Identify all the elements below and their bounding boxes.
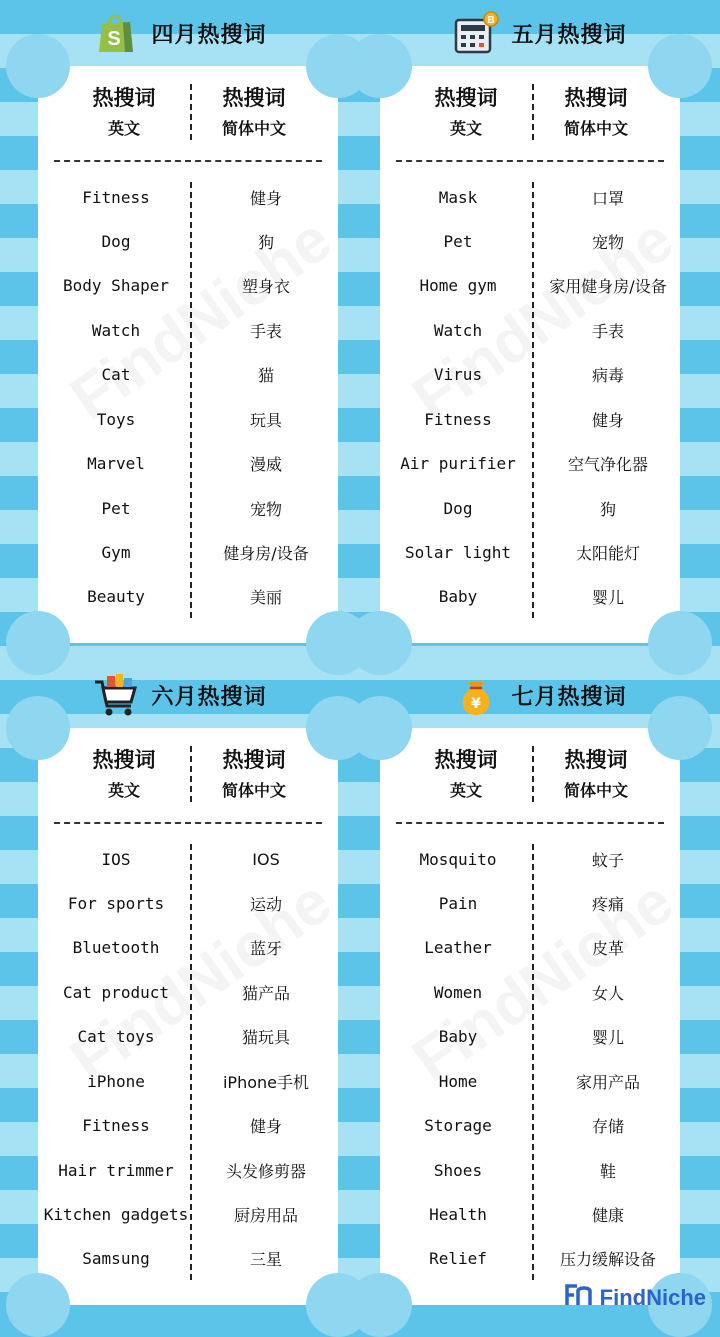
keyword-chinese: 婴儿 xyxy=(591,1028,624,1048)
keyword-chinese: 塑身衣 xyxy=(241,277,290,297)
keyword-list xyxy=(380,844,680,1274)
keyword-english: Toys xyxy=(96,409,136,429)
keyword-row xyxy=(380,1244,680,1274)
keyword-chinese: 健身房/设备 xyxy=(223,544,309,563)
keyword-row xyxy=(380,888,680,918)
keyword-chinese: 猫产品 xyxy=(241,983,290,1003)
keyword-chinese: IOS xyxy=(252,849,280,869)
keyword-row xyxy=(38,449,338,479)
keyword-english: Marvel xyxy=(87,454,145,474)
bottom-half xyxy=(0,662,720,1312)
dashed-separator xyxy=(396,822,664,824)
header-label: 热搜词 xyxy=(434,748,498,772)
keyword-chinese: 疼痛 xyxy=(591,894,624,914)
keyword-row xyxy=(380,182,680,212)
shopify-bag-icon xyxy=(93,10,139,56)
keyword-row xyxy=(380,844,680,874)
keyword-chinese: 蚊子 xyxy=(591,850,624,870)
keyword-row xyxy=(380,315,680,345)
column-header-english xyxy=(396,744,536,801)
keyword-english: Mask xyxy=(438,187,478,207)
keyword-row xyxy=(38,315,338,345)
column-header-chinese xyxy=(184,744,324,801)
keyword-english: Shoes xyxy=(433,1160,483,1180)
header-label: 热搜词 xyxy=(222,86,286,110)
keyword-english: Kitchen gadgets xyxy=(43,1205,189,1224)
keyword-row xyxy=(38,1022,338,1052)
keyword-chinese: 鞋 xyxy=(599,1161,616,1181)
keyword-english: Leather xyxy=(424,938,492,958)
dashed-separator xyxy=(396,160,664,162)
keyword-english: Fitness xyxy=(82,187,150,207)
keyword-row xyxy=(38,182,338,212)
keyword-card-june xyxy=(38,728,338,1305)
keyword-english: Pain xyxy=(438,893,478,913)
svg-text:¥: ¥ xyxy=(471,696,482,712)
keyword-chinese: 口罩 xyxy=(591,188,624,208)
keyword-english: Health xyxy=(429,1205,487,1224)
keyword-chinese: 三星 xyxy=(249,1250,282,1270)
keyword-chinese: 手表 xyxy=(249,321,282,341)
keyword-row xyxy=(380,1066,680,1096)
header-label: 热搜词 xyxy=(222,748,286,772)
keyword-row xyxy=(380,404,680,434)
keyword-row xyxy=(380,977,680,1007)
keyword-chinese: 太阳能灯 xyxy=(575,544,640,563)
findniche-logo-icon xyxy=(564,1283,594,1313)
keyword-row xyxy=(38,1066,338,1096)
keyword-chinese: 厨房用品 xyxy=(233,1206,298,1225)
keyword-card-april xyxy=(38,66,338,643)
keyword-chinese: 家用产品 xyxy=(575,1072,640,1092)
keyword-row xyxy=(380,449,680,479)
svg-text:B: B xyxy=(487,15,496,26)
money-bag-icon xyxy=(453,672,499,718)
keyword-english: Gym xyxy=(101,543,131,562)
keyword-chinese: 健身 xyxy=(591,410,624,430)
keyword-chinese: 皮革 xyxy=(591,939,624,959)
column-header-chinese xyxy=(184,82,324,139)
keyword-row xyxy=(380,1155,680,1185)
keyword-chinese: 病毒 xyxy=(591,366,624,386)
keyword-row xyxy=(380,1200,680,1230)
keyword-english: Hair trimmer xyxy=(58,1160,174,1180)
header-label: 热搜词 xyxy=(434,86,498,110)
keyword-chinese: 健身 xyxy=(249,1117,282,1137)
keyword-row xyxy=(38,844,338,874)
keyword-english: Solar light xyxy=(405,543,511,562)
calculator-coin-icon xyxy=(453,10,499,56)
keyword-row xyxy=(38,977,338,1007)
keyword-row xyxy=(380,582,680,612)
keyword-chinese: 存储 xyxy=(591,1117,624,1137)
keyword-english: Samsung xyxy=(82,1249,150,1269)
keyword-english: Cat toys xyxy=(77,1027,155,1047)
keyword-chinese: 狗 xyxy=(599,499,616,519)
keyword-english: Baby xyxy=(438,587,478,607)
keyword-chinese: 宠物 xyxy=(591,232,624,252)
keyword-english: Dog xyxy=(101,231,131,251)
header-sublabel: 英文 xyxy=(107,119,140,138)
column-header-chinese xyxy=(526,744,666,801)
keyword-english: Watch xyxy=(433,320,483,340)
keyword-english: Air purifier xyxy=(400,454,516,474)
keyword-chinese: 健康 xyxy=(591,1206,624,1225)
keyword-row xyxy=(380,933,680,963)
keyword-chinese: 蓝牙 xyxy=(249,939,282,959)
keyword-row xyxy=(38,1200,338,1230)
keyword-chinese: 压力缓解设备 xyxy=(559,1250,656,1270)
keyword-english: For sports xyxy=(67,893,165,913)
section-title: 六月热搜词 xyxy=(151,684,267,710)
keyword-card-may xyxy=(380,66,680,643)
header-sublabel: 简体中文 xyxy=(563,781,628,800)
keyword-chinese: 猫 xyxy=(257,366,274,386)
keyword-chinese: 手表 xyxy=(591,321,624,341)
keyword-row xyxy=(38,582,338,612)
keyword-row xyxy=(38,360,338,390)
keyword-card-july xyxy=(380,728,680,1305)
keyword-chinese: 婴儿 xyxy=(591,588,624,608)
column-header-english xyxy=(54,82,194,139)
keyword-english: Watch xyxy=(91,320,141,340)
keyword-english: Dog xyxy=(443,498,473,518)
section-title: 七月热搜词 xyxy=(511,684,627,710)
top-half xyxy=(0,0,720,650)
header-sublabel: 英文 xyxy=(449,781,482,800)
keyword-row xyxy=(380,360,680,390)
keyword-list xyxy=(38,844,338,1274)
keyword-row xyxy=(380,538,680,568)
header-sublabel: 英文 xyxy=(449,119,482,138)
keyword-chinese: 猫玩具 xyxy=(241,1028,290,1048)
keyword-english: Beauty xyxy=(87,587,145,607)
keyword-chinese: 狗 xyxy=(257,232,274,252)
header-sublabel: 简体中文 xyxy=(221,781,286,800)
keyword-chinese: 运动 xyxy=(249,894,282,914)
keyword-english: Storage xyxy=(424,1116,492,1136)
keyword-row xyxy=(38,538,338,568)
brand-name: FindNiche xyxy=(599,1285,706,1310)
keyword-row xyxy=(380,1111,680,1141)
keyword-row xyxy=(380,1022,680,1052)
svg-text:S: S xyxy=(107,28,122,50)
header-label: 热搜词 xyxy=(92,86,156,110)
keyword-english: Cat product xyxy=(63,982,169,1002)
header-sublabel: 简体中文 xyxy=(563,119,628,138)
brand-logo xyxy=(564,1283,706,1313)
keyword-list xyxy=(38,182,338,612)
keyword-english: Cat xyxy=(101,365,131,385)
keyword-row xyxy=(380,493,680,523)
keyword-english: Virus xyxy=(433,365,483,385)
keyword-english: Pet xyxy=(101,498,131,518)
keyword-english: Mosquito xyxy=(419,849,497,869)
keyword-english: Bluetooth xyxy=(72,938,160,958)
header-label: 热搜词 xyxy=(564,86,628,110)
keyword-chinese: 玩具 xyxy=(249,410,282,430)
keyword-english: Body Shaper xyxy=(63,276,169,296)
keyword-chinese: 家用健身房/设备 xyxy=(549,277,667,297)
keyword-english: Pet xyxy=(443,231,473,251)
keyword-row xyxy=(38,226,338,256)
keyword-chinese: 漫威 xyxy=(249,455,282,475)
keyword-row xyxy=(38,493,338,523)
keyword-english: IOS xyxy=(101,849,131,869)
header-sublabel: 简体中文 xyxy=(221,119,286,138)
keyword-list xyxy=(380,182,680,612)
keyword-row xyxy=(38,271,338,301)
keyword-english: Home xyxy=(438,1071,478,1091)
keyword-row xyxy=(380,226,680,256)
keyword-row xyxy=(38,1244,338,1274)
keyword-row xyxy=(38,933,338,963)
keyword-row xyxy=(38,888,338,918)
dashed-separator xyxy=(54,822,322,824)
keyword-chinese: 健身 xyxy=(249,188,282,208)
section-title: 五月热搜词 xyxy=(511,22,627,48)
shopping-cart-icon xyxy=(93,672,139,718)
keyword-chinese: 美丽 xyxy=(249,588,282,608)
keyword-row xyxy=(380,271,680,301)
header-label: 热搜词 xyxy=(92,748,156,772)
keyword-chinese: 女人 xyxy=(591,983,624,1003)
keyword-row xyxy=(38,1111,338,1141)
keyword-english: iPhone xyxy=(87,1071,145,1091)
column-header-english xyxy=(396,82,536,139)
keyword-english: Relief xyxy=(429,1249,487,1269)
column-header-english xyxy=(54,744,194,801)
keyword-chinese: 空气净化器 xyxy=(567,455,648,475)
header-sublabel: 英文 xyxy=(107,781,140,800)
keyword-chinese: iPhone手机 xyxy=(222,1072,309,1092)
column-header-chinese xyxy=(526,82,666,139)
keyword-english: Baby xyxy=(438,1027,478,1047)
keyword-chinese: 宠物 xyxy=(249,499,282,519)
keyword-row xyxy=(38,404,338,434)
section-title: 四月热搜词 xyxy=(151,22,267,48)
keyword-english: Women xyxy=(433,982,483,1002)
keyword-chinese: 头发修剪器 xyxy=(225,1161,306,1181)
keyword-row xyxy=(38,1155,338,1185)
header-label: 热搜词 xyxy=(564,748,628,772)
keyword-english: Home gym xyxy=(419,276,497,296)
keyword-english: Fitness xyxy=(424,409,492,429)
dashed-separator xyxy=(54,160,322,162)
keyword-english: Fitness xyxy=(82,1116,150,1136)
